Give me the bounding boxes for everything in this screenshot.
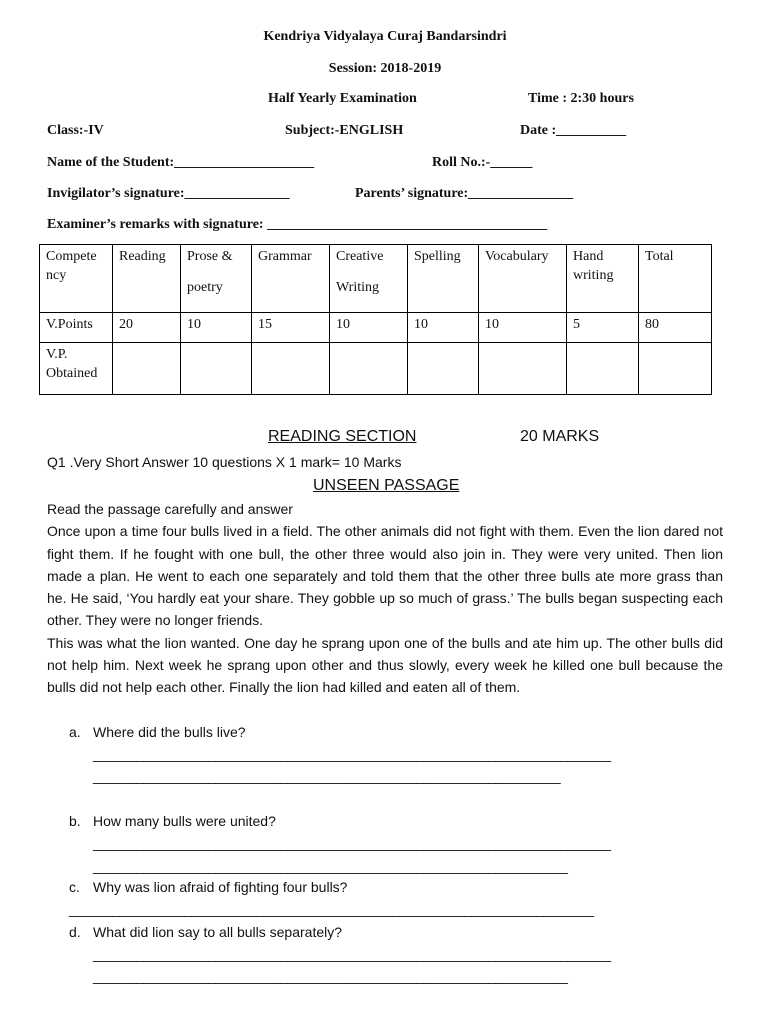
school-name: Kendriya Vidyalaya Curaj Bandarsindri — [263, 29, 507, 44]
points-cell: V.Points — [40, 313, 113, 343]
points-cell: 10 — [330, 313, 408, 343]
header-cell: Compete ncy — [40, 245, 113, 313]
obtained-cell[interactable] — [408, 343, 479, 395]
points-cell: 5 — [567, 313, 639, 343]
question-1-heading: Q1 .Very Short Answer 10 questions X 1 mark= 10 Marks — [47, 454, 402, 470]
question-marker: d. — [69, 924, 81, 940]
roll-no-field: Roll No.:-______ — [432, 155, 533, 170]
passage-title: UNSEEN PASSAGE — [313, 477, 460, 494]
obtained-cell[interactable] — [330, 343, 408, 395]
answer-line[interactable]: ________________________________________________________________________ — [93, 746, 611, 762]
table-header-row — [40, 245, 712, 313]
question-text: What did lion say to all bulls separately? — [93, 924, 343, 940]
student-name-field: Name of the Student:____________________ — [47, 155, 315, 170]
header-cell: Reading — [113, 245, 181, 313]
header-cell: Vocabulary — [479, 245, 567, 313]
obtained-cell[interactable] — [639, 343, 712, 395]
points-cell: 20 — [113, 313, 181, 343]
obtained-cell[interactable] — [479, 343, 567, 395]
header-cell: Prose & poetry — [181, 245, 252, 313]
passage-instruction: Read the passage carefully and answer — [47, 501, 293, 517]
points-row — [40, 313, 712, 343]
obtained-cell[interactable] — [567, 343, 639, 395]
passage-paragraph: Once upon a time four bulls lived in a field. The other animals did not fight with them. Even the lion dared not fight them. If he fought with one bull, the other three would also join in. They were very united. Then lion made a plan. He went to each one separately and told them that the other three bulls ate more grass than he. He said, ‘You hardly eat your share. They gobble up so much of grass.’ The bulls began suspecting each other. They were no longer friends. — [47, 523, 723, 629]
obtained-cell[interactable] — [113, 343, 181, 395]
answer-line[interactable]: __________________________________________________________________ — [93, 968, 568, 984]
header-cell: Total — [639, 245, 712, 313]
header-cell: Creative Writing — [330, 245, 408, 313]
marks-table — [39, 244, 712, 395]
date-field: Date :__________ — [520, 123, 627, 138]
parents-signature-field: Parents’ signature:_______________ — [355, 186, 574, 201]
examiner-remarks-field: Examiner’s remarks with signature: ________________________________________ — [47, 217, 548, 232]
question-marker: a. — [69, 724, 81, 740]
points-cell: 10 — [181, 313, 252, 343]
answer-line[interactable]: ________________________________________________________________________ — [93, 835, 611, 851]
points-cell: 10 — [479, 313, 567, 343]
question-marker: c. — [69, 879, 80, 895]
section-marks: 20 MARKS — [520, 428, 600, 445]
points-cell: 80 — [639, 313, 712, 343]
answer-line[interactable]: _________________________________________________________________________ — [69, 901, 594, 917]
answer-line[interactable]: __________________________________________________________________ — [93, 858, 568, 874]
header-cell: Grammar — [252, 245, 330, 313]
question-text: Why was lion afraid of fighting four bulls? — [93, 879, 348, 895]
passage — [47, 498, 723, 699]
question-text: How many bulls were united? — [93, 813, 276, 829]
subject-label: Subject:-ENGLISH — [285, 123, 404, 138]
question-text: Where did the bulls live? — [93, 724, 246, 740]
exam-title: Half Yearly Examination — [268, 91, 417, 106]
section-title: READING SECTION — [268, 428, 417, 445]
header-cell: Spelling — [408, 245, 479, 313]
answer-line[interactable]: ________________________________________________________________________ — [93, 946, 611, 962]
exam-time: Time : 2:30 hours — [528, 91, 634, 106]
obtained-row — [40, 343, 712, 395]
passage-paragraph: This was what the lion wanted. One day he sprang upon one of the bulls and ate him up. The other bulls did not help him. Next week he sprang upon other and thus slowly, every week he killed one bull because the bulls did not help each other. Finally the lion had killed and eaten all of them. — [47, 634, 723, 696]
points-cell: 10 — [408, 313, 479, 343]
answer-line[interactable]: _________________________________________________________________ — [93, 768, 561, 784]
obtained-label-cell: V.P. Obtained — [40, 343, 113, 395]
obtained-cell[interactable] — [252, 343, 330, 395]
points-cell: 15 — [252, 313, 330, 343]
header-cell: Hand writing — [567, 245, 639, 313]
question-marker: b. — [69, 813, 81, 829]
obtained-cell[interactable] — [181, 343, 252, 395]
session: Session: 2018-2019 — [328, 61, 442, 76]
invigilator-signature-field: Invigilator’s signature:_______________ — [47, 186, 290, 201]
class-label: Class:-IV — [47, 123, 104, 138]
